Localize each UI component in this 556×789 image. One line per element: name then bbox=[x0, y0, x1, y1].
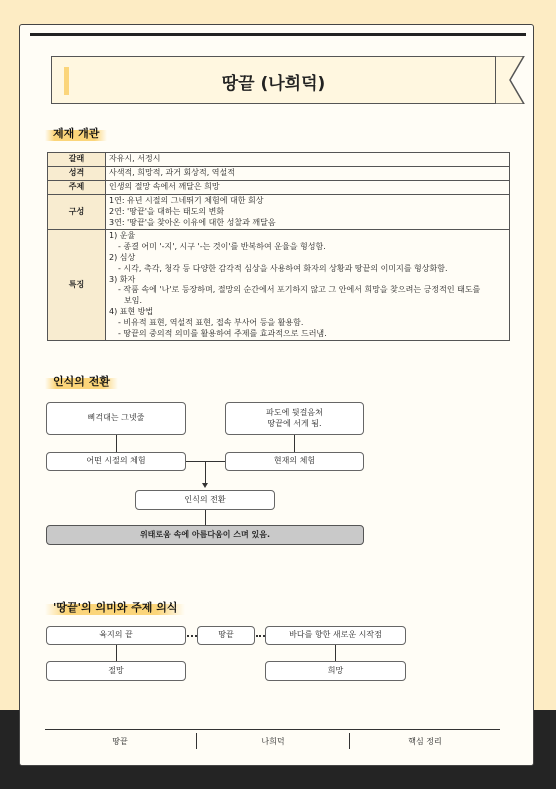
feature-line: 1) 운율 bbox=[109, 231, 136, 241]
section-title-meaning: '땅끝'의 의미와 주제 의식 bbox=[45, 597, 185, 617]
title-banner bbox=[51, 56, 496, 104]
feature-line: - 비유적 표현, 역설적 표현, 접속 부사어 등을 활용함. bbox=[118, 317, 304, 327]
table-value-nature: 사색적, 희망적, 과거 회상적, 역설적 bbox=[106, 167, 510, 181]
past-detail-box: 삐걱대는 그넷줄 bbox=[46, 402, 186, 435]
past-experience-box: 어떤 시절의 체험 bbox=[46, 452, 186, 471]
top-rule bbox=[30, 33, 526, 36]
structure-line: 2연: '땅끝'을 대하는 태도의 변화 bbox=[109, 206, 225, 216]
feature-line: - 시각, 촉각, 청각 등 다양한 감각적 심상을 사용하여 화자의 상황과 땅끝의 이미지를 형상화함. bbox=[118, 263, 448, 273]
table-value-theme: 인생의 절망 속에서 깨달은 희망 bbox=[106, 181, 510, 195]
connector-line bbox=[335, 645, 336, 661]
present-experience-box: 현재의 체험 bbox=[225, 452, 364, 471]
result-box: 위태로움 속에 아름다움이 스며 있음. bbox=[46, 525, 364, 545]
feature-line: - 종결 어미 '-지', 시구 '-는 것이'를 반복하여 운율을 형성함. bbox=[118, 242, 326, 252]
feature-line: 보임. bbox=[124, 296, 142, 306]
banner-ribbon-tail bbox=[496, 56, 526, 104]
present-detail-line-2: 땅끝에 서게 됨. bbox=[267, 418, 322, 428]
meaning-center-box: 땅끝 bbox=[197, 626, 255, 645]
connector-arrow-line bbox=[205, 461, 206, 483]
footer-item-title: 땅끝 bbox=[112, 737, 128, 746]
connector-line bbox=[116, 645, 117, 661]
page-title: 땅끝 (나희덕) bbox=[221, 74, 326, 94]
hope-box: 희망 bbox=[265, 661, 406, 681]
table-row bbox=[48, 181, 510, 195]
table-value-structure bbox=[106, 195, 510, 230]
present-detail-box bbox=[225, 402, 364, 435]
section-title-overview: 제재 개관 bbox=[45, 123, 107, 143]
dotted-connector bbox=[187, 635, 197, 637]
structure-line: 3연: '땅끝'을 찾아온 이유에 대한 성찰과 깨달음 bbox=[109, 217, 276, 227]
table-key-genre: 갈래 bbox=[48, 153, 106, 167]
footer-item-author: 나희덕 bbox=[261, 737, 285, 746]
present-detail-line-1: 파도에 뒷걸음쳐 bbox=[266, 408, 323, 418]
table-row bbox=[48, 230, 510, 341]
connector-line bbox=[205, 510, 206, 525]
feature-line: - 땅끝의 중의적 의미를 활용하여 주제를 효과적으로 드러냄. bbox=[118, 328, 327, 338]
dotted-connector bbox=[256, 635, 265, 637]
perception-shift-box: 인식의 전환 bbox=[135, 490, 275, 510]
document-card bbox=[19, 24, 534, 766]
feature-line: 2) 심상 bbox=[109, 252, 136, 262]
table-value-features bbox=[106, 230, 510, 341]
table-row bbox=[48, 195, 510, 230]
footer-item-section: 핵심 정리 bbox=[408, 737, 442, 746]
overview-table bbox=[47, 152, 510, 341]
table-key-features: 특징 bbox=[48, 230, 106, 341]
table-value-genre: 자유시, 서정시 bbox=[106, 153, 510, 167]
table-row bbox=[48, 167, 510, 181]
footer-rule bbox=[45, 729, 500, 730]
table-row bbox=[48, 153, 510, 167]
feature-line: 4) 표현 방법 bbox=[109, 306, 154, 316]
table-key-theme: 주제 bbox=[48, 181, 106, 195]
despair-box: 절망 bbox=[46, 661, 186, 681]
down-arrow-icon bbox=[202, 483, 208, 488]
meaning-right-box: 바다를 향한 새로운 시작점 bbox=[265, 626, 406, 645]
feature-line: - 작품 속에 '나'로 등장하며, 절망의 순간에서 포기하지 않고 그 안에서 희망을 찾으려는 긍정적인 태도를 bbox=[118, 285, 481, 295]
table-key-structure: 구성 bbox=[48, 195, 106, 230]
connector-line bbox=[294, 435, 295, 452]
feature-line: 3) 화자 bbox=[109, 274, 136, 284]
table-key-nature: 성격 bbox=[48, 167, 106, 181]
section-title-perception: 인식의 전환 bbox=[45, 371, 118, 391]
structure-line: 1연: 유년 시절의 그네뛰기 체험에 대한 회상 bbox=[109, 196, 264, 205]
meaning-left-box: 육지의 끝 bbox=[46, 626, 186, 645]
connector-line bbox=[116, 435, 117, 452]
